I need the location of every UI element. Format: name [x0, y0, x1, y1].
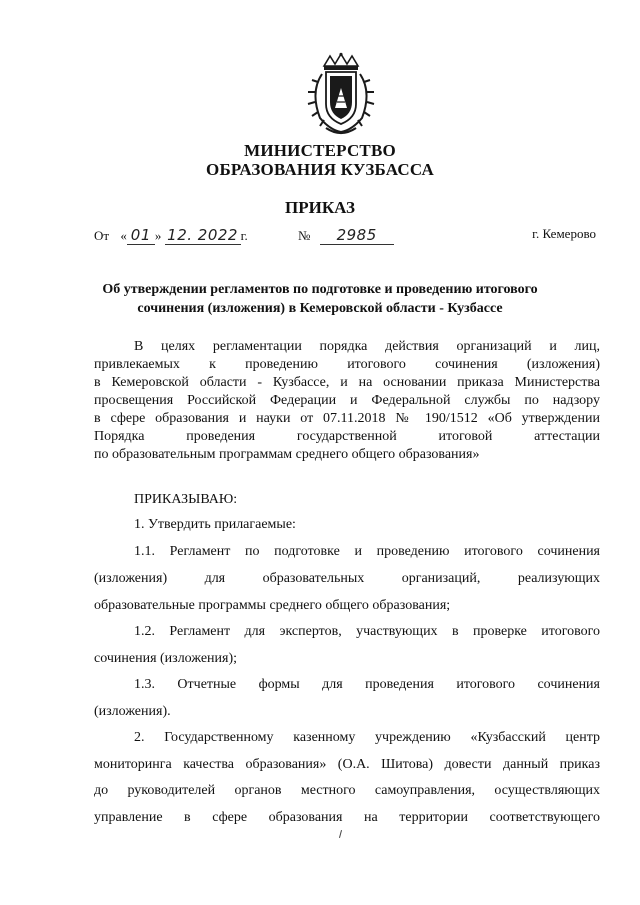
body-line: (изложения) для образовательных организаций, реализующих — [94, 571, 600, 586]
pen-mark — [339, 830, 342, 838]
body-line: в сфере образования и науки от 07.11.2018 № 190/1512 «Об утверждении — [94, 411, 600, 426]
body-line: (изложения). — [94, 704, 171, 719]
body-line: В целях регламентации порядка действия организаций и лиц, — [134, 339, 600, 354]
document-subject — [60, 280, 580, 318]
quote-close: » — [154, 228, 162, 243]
body-line: в Кемеровской области - Кузбассе, и на основании приказа Министерства — [94, 375, 600, 390]
body-line: 1.1. Регламент по подготовке и проведению итогового сочинения — [134, 544, 600, 559]
body-line: Порядка проведения государственной итоговой аттестации — [94, 429, 600, 444]
body-line: 1.2. Регламент для экспертов, участвующих в проверке итогового — [134, 624, 600, 639]
body-line: образовательные программы среднего общего образования; — [94, 598, 451, 613]
body-line: 1.3. Отчетные формы для проведения итогового сочинения — [134, 677, 600, 692]
date-field — [94, 226, 248, 245]
year-suffix: г. — [240, 228, 248, 243]
subject-line: сочинения (изложения) в Кемеровской области - Кузбассе — [137, 301, 503, 316]
body-line: мониторинга качества образования» (О.А. Шитова) довести данный приказ — [94, 757, 600, 772]
document-number: 2985 — [320, 226, 394, 245]
body-line: до руководителей органов местного самоуправления, осуществляющих — [94, 783, 600, 798]
number-field — [298, 226, 394, 245]
body-line: сочинения (изложения); — [94, 651, 238, 666]
body-line: управление в сфере образования на территории соответствующего — [94, 810, 600, 825]
kuzbass-coat-of-arms-icon — [302, 52, 380, 138]
document-type-title: ПРИКАЗ — [285, 198, 355, 217]
from-label: От — [94, 228, 110, 243]
number-label: № — [298, 228, 311, 243]
body-line: по образовательным программам среднего общего образования» — [94, 447, 480, 462]
city-label: г. Кемерово — [532, 226, 596, 241]
subject-line: Об утверждении регламентов по подготовке и проведению итогового — [102, 282, 538, 297]
date-month-year: 12. 2022 — [165, 226, 241, 245]
body-line: 2. Государственному казенному учреждению «Кузбасский центр — [134, 730, 600, 745]
body-line: привлекаемых к проведению итогового сочинения (изложения) — [94, 357, 600, 372]
body-line: 1. Утвердить прилагаемые: — [134, 517, 296, 532]
quote-open: « — [120, 228, 127, 243]
ministry-name-line1: МИНИСТЕРСТВО — [244, 141, 396, 160]
ministry-name-line2: ОБРАЗОВАНИЯ КУЗБАССА — [206, 160, 434, 179]
date-day: 01 — [127, 226, 155, 245]
body-line: просвещения Российской Федерации и Федеральной службы по надзору — [94, 393, 600, 408]
order-keyword: ПРИКАЗЫВАЮ: — [134, 492, 238, 507]
